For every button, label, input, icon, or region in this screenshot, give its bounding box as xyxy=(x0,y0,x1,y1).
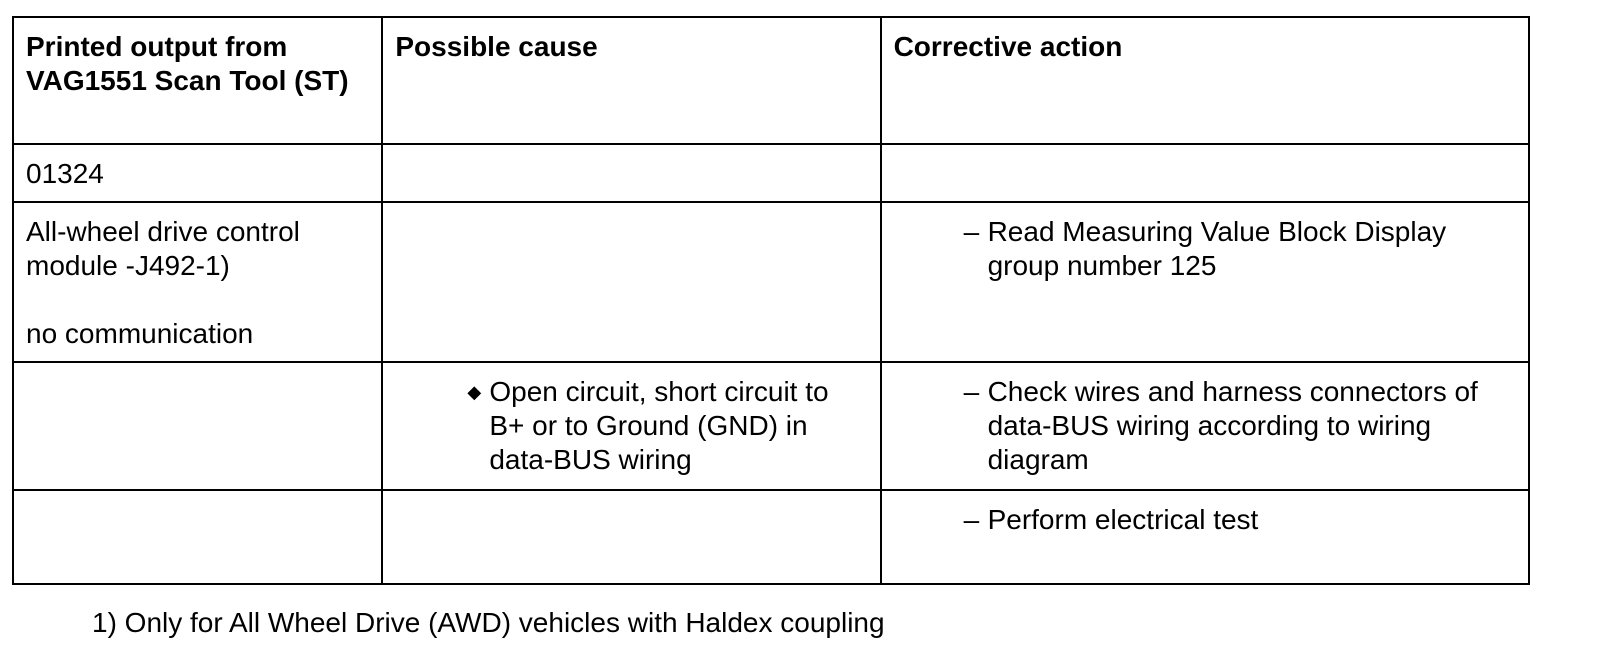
empty-cell xyxy=(382,144,880,202)
action-text: Check wires and harness connectors of data-BUS wiring according to wiring diagram xyxy=(987,376,1478,475)
cause-cell xyxy=(382,362,880,490)
action-item xyxy=(894,215,1516,283)
action-text: Read Measuring Value Block Display group number 125 xyxy=(987,216,1447,281)
dash-marker: – xyxy=(963,504,980,535)
action-item xyxy=(894,503,1516,537)
table-row-test xyxy=(13,490,1529,584)
module-status: no communication xyxy=(26,318,254,349)
table-row-code xyxy=(13,144,1529,202)
action-cell xyxy=(881,202,1529,362)
cause-item xyxy=(395,375,867,477)
diagnostic-table xyxy=(12,16,1530,585)
empty-cell xyxy=(13,362,382,490)
table-row-module xyxy=(13,202,1529,362)
action-cell xyxy=(881,490,1529,584)
module-cell xyxy=(13,202,382,362)
action-item xyxy=(894,375,1516,477)
empty-cell xyxy=(382,490,880,584)
table-header-row xyxy=(13,17,1529,144)
header-corrective-action: Corrective action xyxy=(881,17,1529,144)
action-text: Perform electrical test xyxy=(987,504,1259,535)
fault-code-cell: 01324 xyxy=(13,144,382,202)
action-cell xyxy=(881,362,1529,490)
cause-text: Open circuit, short circuit to B+ or to Ground (GND) in data-BUS wiring xyxy=(489,376,829,475)
header-printed-output: Printed output from VAG1551 Scan Tool (ST) xyxy=(13,17,382,144)
diamond-bullet-icon: ◆ xyxy=(467,382,482,402)
empty-cell xyxy=(13,490,382,584)
empty-cell xyxy=(382,202,880,362)
table-row-wiring xyxy=(13,362,1529,490)
header-possible-cause: Possible cause xyxy=(382,17,880,144)
footnote: 1) Only for All Wheel Drive (AWD) vehicles with Haldex coupling xyxy=(92,607,885,638)
module-name: All-wheel drive control module -J492-1) xyxy=(26,216,300,281)
empty-cell xyxy=(881,144,1529,202)
dash-marker: – xyxy=(963,376,980,407)
dash-marker: – xyxy=(963,216,980,247)
